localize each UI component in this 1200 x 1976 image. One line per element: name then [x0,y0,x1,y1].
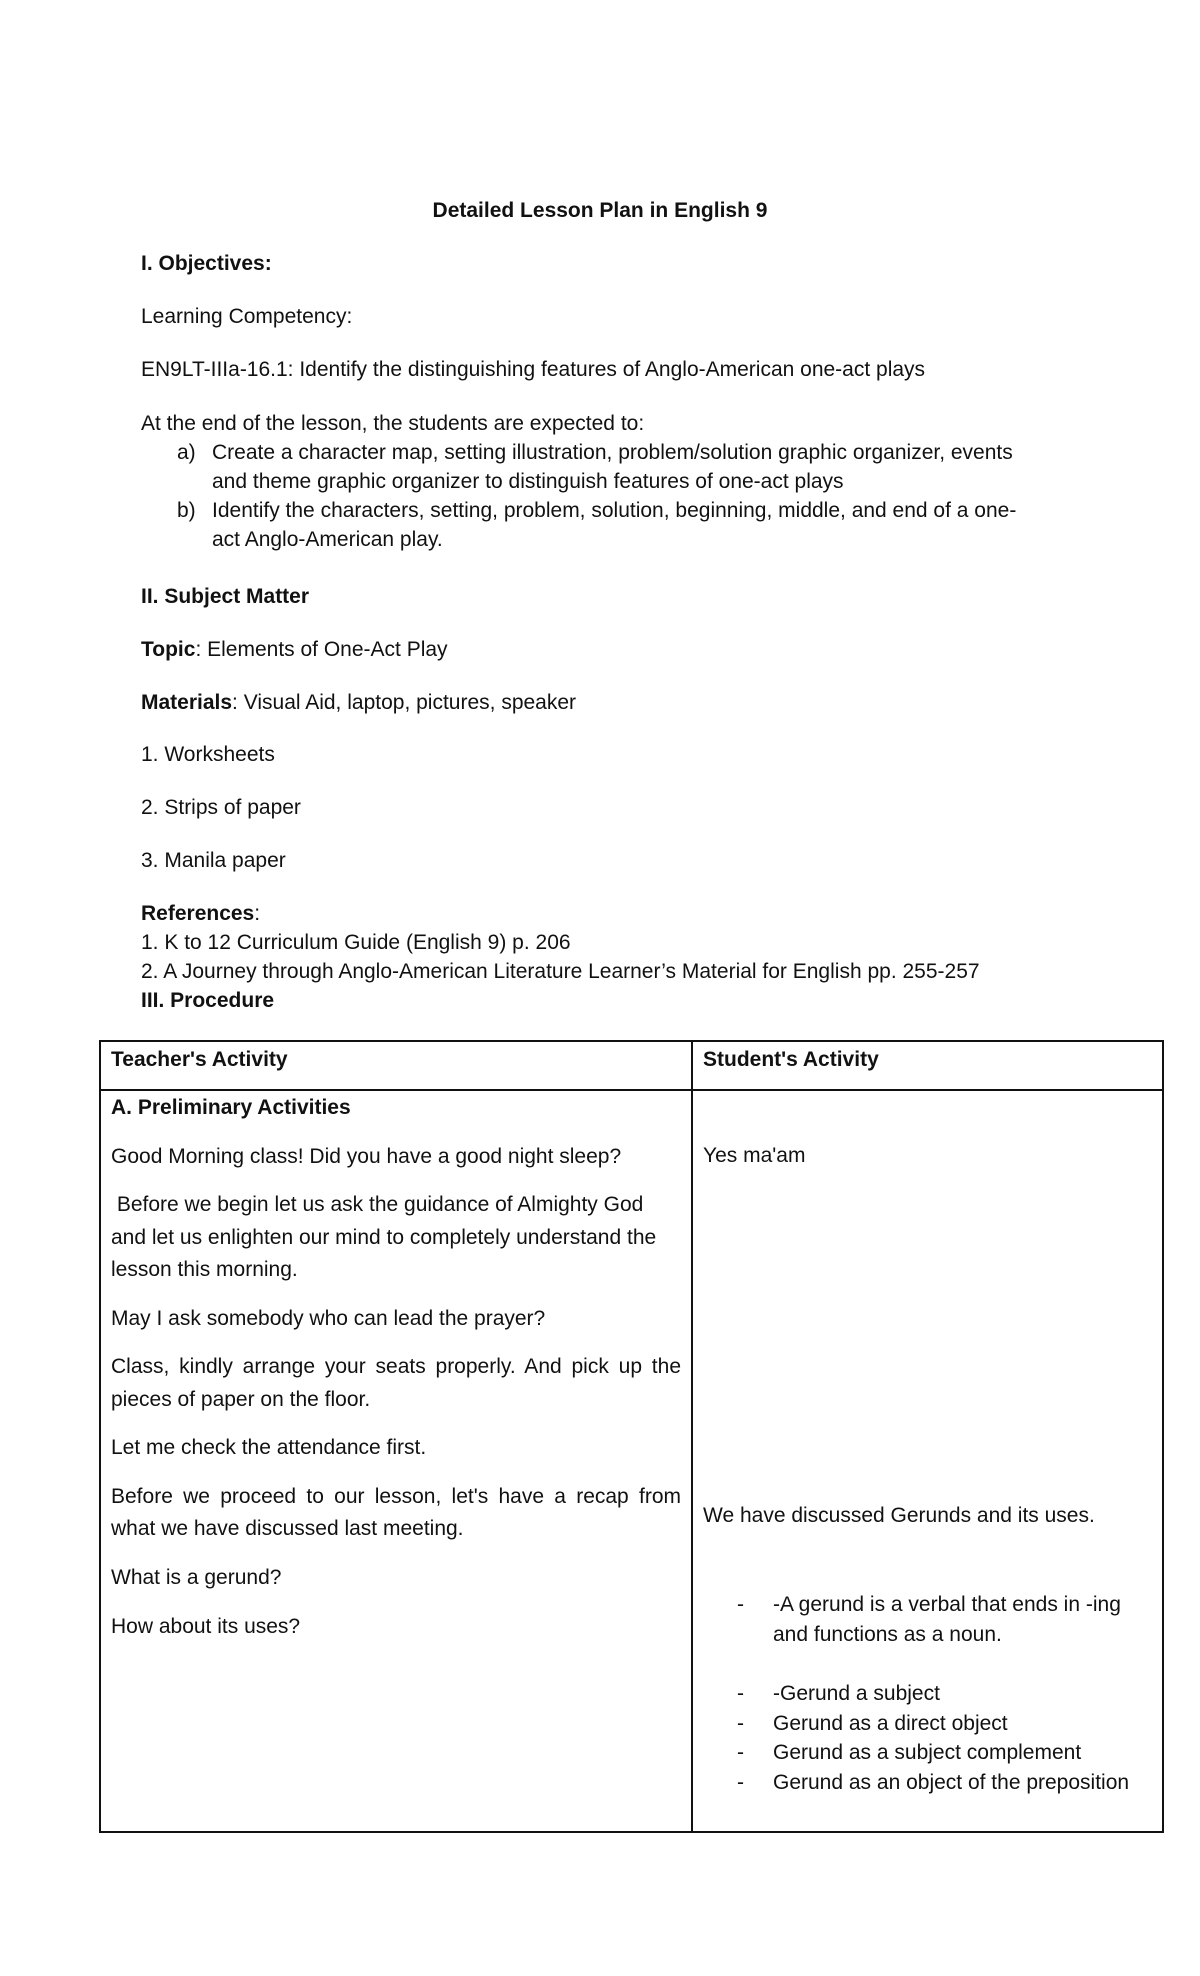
teacher-line: May I ask somebody who can lead the prayer? [111,1306,546,1330]
materials-line [141,690,576,715]
procedure-heading: III. Procedure [141,989,275,1012]
student-line: We have discussed Gerunds and its uses. [703,1503,1095,1527]
topic-line [141,637,448,662]
teacher-line: Class, kindly arrange your seats properly. And pick up the pieces of paper on the floor. [111,1355,681,1411]
gerund-definition-list [703,1590,1152,1650]
procedure-table [99,1040,1164,1833]
topic-label: Topic [141,638,196,661]
objective-marker: a) [177,441,196,464]
objectives-intro: At the end of the lesson, the students are expected to: [141,412,645,435]
teacher-line: Good Morning class! Did you have a good night sleep? [111,1144,622,1168]
references-label: References [141,902,255,925]
student-activity-cell [692,1090,1163,1832]
gerund-uses-list [703,1679,1152,1798]
procedure-header-row [100,1041,1163,1090]
section-title: A. Preliminary Activities [111,1096,351,1119]
objective-text: Identify the characters, setting, problem, solution, beginning, middle, and end of a one- [212,499,1017,522]
reference-item: 1. K to 12 Curriculum Guide (English 9) p. 206 [141,931,571,954]
student-line: Yes ma'am [703,1144,806,1167]
subject-matter-heading: II. Subject Matter [141,585,310,608]
topic-value: : Elements of One-Act Play [195,638,448,661]
teacher-header-cell [100,1041,692,1090]
materials-value: : Visual Aid, laptop, pictures, speaker [232,691,577,714]
list-item: - Gerund as a subject complement [703,1738,1152,1768]
teacher-header: Teacher's Activity [111,1048,288,1071]
references-colon: : [254,902,261,925]
procedure-body-row [100,1090,1163,1832]
objective-text: Create a character map, setting illustration, problem/solution graphic organizer, events [212,441,1013,464]
teacher-line: How about its uses? [111,1614,301,1638]
references-line [141,901,260,926]
list-item: - Gerund as an object of the preposition [703,1768,1152,1798]
materials-label: Materials [141,691,233,714]
material-item: 1. Worksheets [141,743,275,766]
objective-text: act Anglo-American play. [212,528,443,551]
document-title: Detailed Lesson Plan in English 9 [432,199,768,222]
list-item: - -A gerund is a verbal that ends in -ing and functions as a noun. [703,1590,1152,1650]
competency-label: Learning Competency: [141,305,353,328]
list-item: - -Gerund a subject [703,1679,1152,1709]
material-item: 2. Strips of paper [141,796,301,819]
list-item: - Gerund as a direct object [703,1709,1152,1739]
reference-item: 2. A Journey through Anglo-American Literature Learner’s Material for English pp. 255-257 [141,960,980,983]
objective-text: and theme graphic organizer to distinguish features of one-act plays [212,470,844,493]
teacher-line: Let me check the attendance first. [111,1436,427,1460]
teacher-activity-cell [100,1090,692,1832]
teacher-line: Before we begin let us ask the guidance of Almighty God and let us enlighten our mind to completely understand the lesson this morning. [111,1193,663,1282]
student-header: Student's Activity [703,1048,879,1071]
material-item: 3. Manila paper [141,849,286,872]
teacher-line: Before we proceed to our lesson, let's have a recap from what we have discussed last meeting. [111,1484,681,1541]
teacher-line: What is a gerund? [111,1566,282,1590]
objectives-heading: I. Objectives: [141,252,272,275]
competency-code: EN9LT-IIIa-16.1: Identify the distinguishing features of Anglo-American one-act plays [141,358,926,381]
student-header-cell [692,1041,1163,1090]
objective-marker: b) [177,499,196,522]
